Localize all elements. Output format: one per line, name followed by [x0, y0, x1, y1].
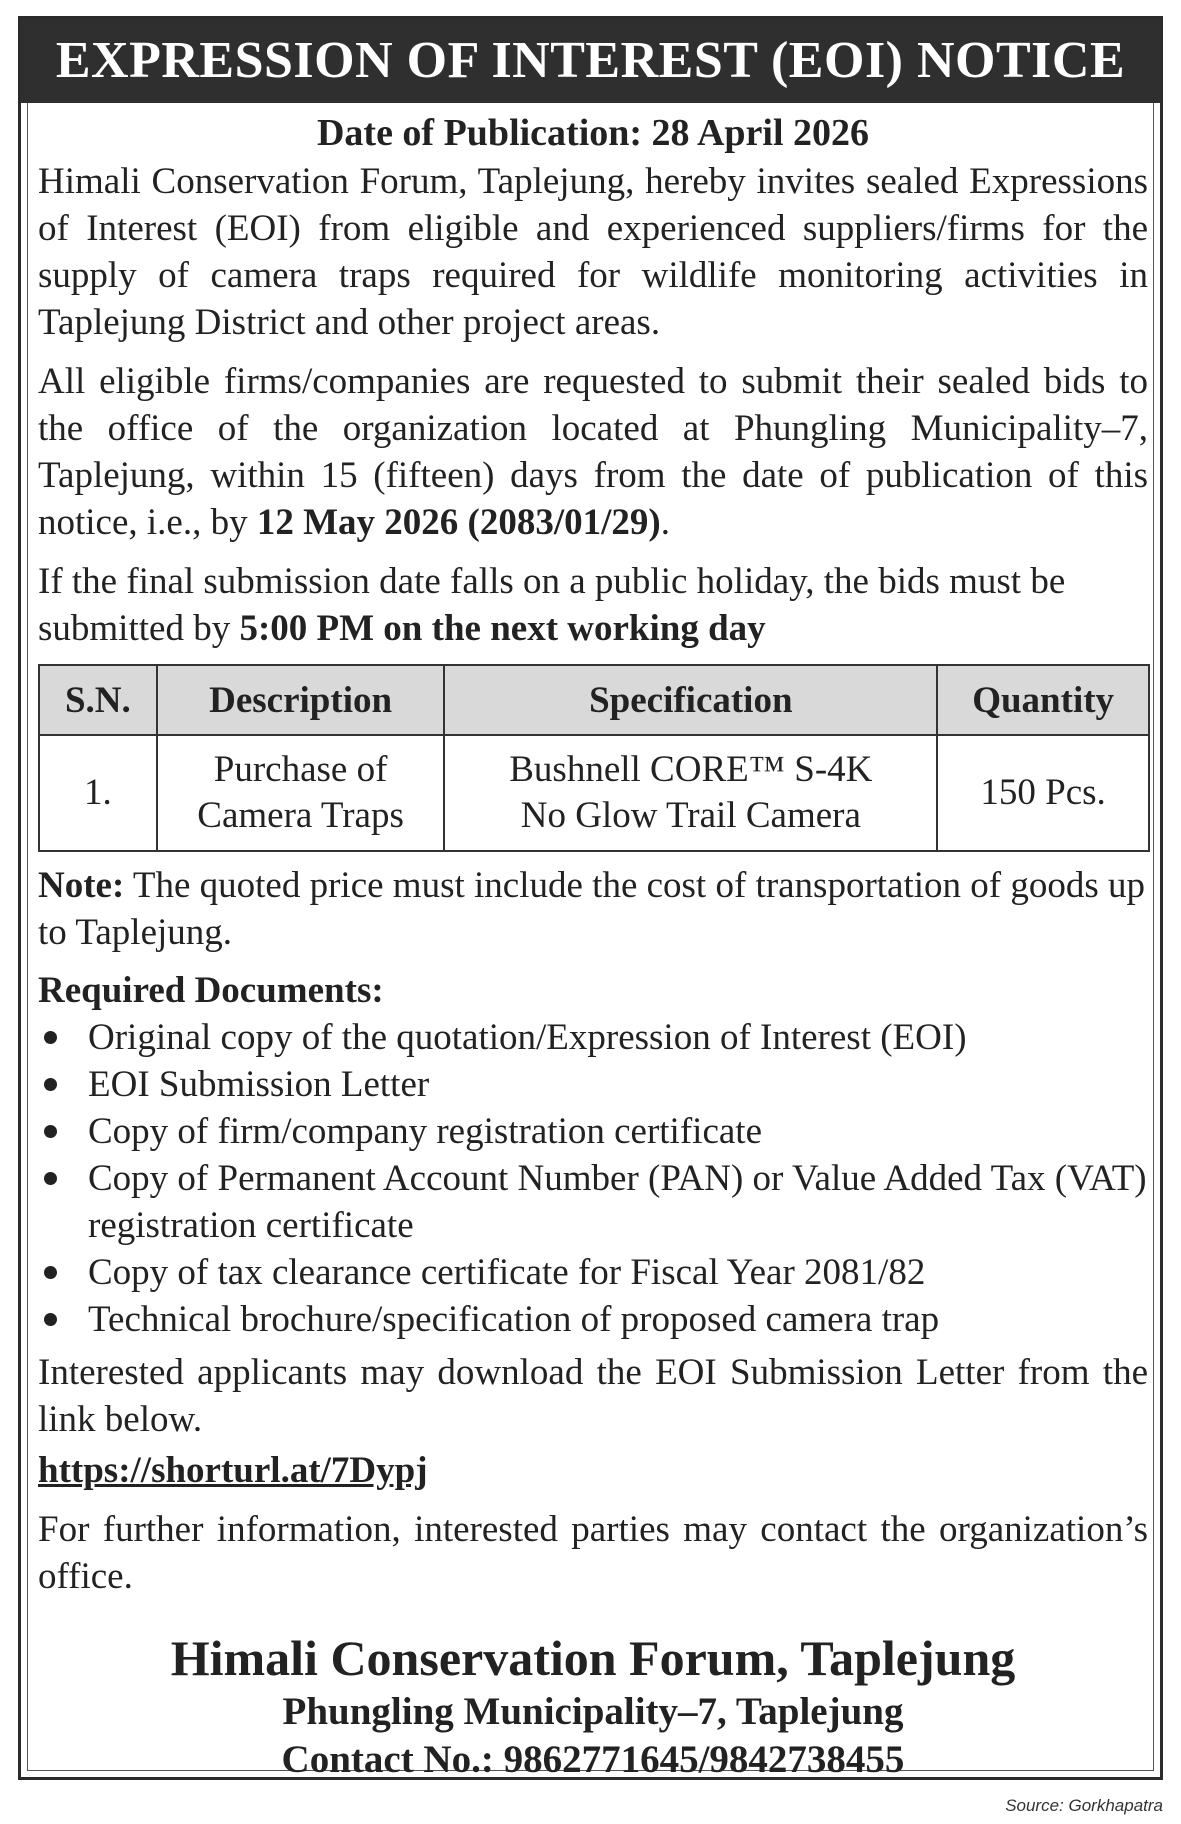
- list-item: [38, 1061, 1148, 1108]
- footer-block: [38, 1628, 1148, 1784]
- list-item: [38, 1296, 1148, 1343]
- notice-title: EXPRESSION OF INTEREST (EOI) NOTICE: [21, 19, 1160, 103]
- header-description: Description: [157, 665, 445, 735]
- cell-quantity: 150 Pcs.: [937, 735, 1149, 851]
- list-item: [38, 1108, 1148, 1155]
- cell-sn: 1.: [39, 735, 157, 851]
- submission-deadline: 12 May 2026 (2083/01/29): [256, 502, 661, 543]
- submission-text: All eligible firms/companies are requested to submit their sealed bids to the office of the organization located at Phungling Municipality–7, Taplejung, within 15 (fifteen) days from the date of publication of this notice, i.e., by: [38, 361, 1148, 543]
- list-item-text: Copy of Permanent Account Number (PAN) or Value Added Tax (VAT) registration certificate: [88, 1158, 1147, 1246]
- holiday-text: If the final submission date falls on a public holiday, the bids must be submitted by: [38, 561, 1066, 649]
- holiday-paragraph: [38, 558, 1148, 652]
- bullet-icon: [44, 1078, 57, 1091]
- table-header-row: [39, 665, 1149, 735]
- description-line-1: Purchase of: [213, 749, 388, 790]
- organization-address: Phungling Municipality–7, Taplejung: [282, 1690, 904, 1733]
- header-quantity: Quantity: [937, 665, 1149, 735]
- bullet-icon: [44, 1031, 57, 1044]
- holiday-deadline: 5:00 PM on the next working day: [239, 608, 766, 649]
- bullet-icon: [44, 1313, 57, 1326]
- note-paragraph: [38, 862, 1148, 956]
- spec-line-1: Bushnell CORE™ S-4K: [509, 749, 873, 790]
- submission-paragraph: [38, 358, 1148, 546]
- source-credit: Source: Gorkhapatra: [1005, 1796, 1163, 1815]
- bullet-icon: [44, 1266, 57, 1279]
- header-specification: Specification: [444, 665, 937, 735]
- cell-specification: [444, 735, 937, 851]
- note-text: The quoted price must include the cost of transportation of goods up to Taplejung.: [38, 865, 1146, 953]
- list-item-text: Copy of firm/company registration certificate: [88, 1111, 762, 1152]
- submission-end: .: [660, 502, 670, 543]
- required-documents-list: [38, 1014, 1148, 1343]
- intro-paragraph: Himali Conservation Forum, Taplejung, hereby invites sealed Expressions of Interest (EOI) from eligible and experienced suppliers/firms for the supply of camera traps required for wildlife monitoring activities in Taplejung District and other project areas.: [38, 161, 1148, 343]
- list-item: [38, 1155, 1148, 1249]
- description-line-2: Camera Traps: [197, 795, 404, 836]
- publication-date: Date of Publication: 28 April 2026: [316, 112, 870, 154]
- list-item-text: EOI Submission Letter: [88, 1064, 430, 1105]
- list-item: [38, 1014, 1148, 1061]
- cell-description: [157, 735, 445, 851]
- eoi-download-link[interactable]: https://shorturl.at/7Dypj: [38, 1450, 428, 1491]
- bullet-icon: [44, 1125, 57, 1138]
- list-item-text: Copy of tax clearance certificate for Fiscal Year 2081/82: [88, 1252, 926, 1293]
- list-item: [38, 1249, 1148, 1296]
- notice-content: [38, 104, 1148, 1784]
- spec-line-2: No Glow Trail Camera: [520, 795, 861, 836]
- note-label: Note:: [38, 865, 125, 906]
- contact-paragraph: For further information, interested parties may contact the organization’s office.: [38, 1509, 1148, 1597]
- table-row: [39, 735, 1149, 851]
- bullet-icon: [44, 1172, 57, 1185]
- organization-name: Himali Conservation Forum, Taplejung: [170, 1630, 1016, 1686]
- contact-number: Contact No.: 9862771645/9842738455: [281, 1738, 905, 1781]
- download-paragraph: Interested applicants may download the EOI Submission Letter from the link below.: [38, 1352, 1148, 1440]
- list-item-text: Original copy of the quotation/Expression of Interest (EOI): [88, 1017, 967, 1058]
- list-item-text: Technical brochure/specification of proposed camera trap: [88, 1299, 940, 1340]
- header-sn: S.N.: [39, 665, 157, 735]
- required-documents-title: Required Documents:: [38, 970, 384, 1011]
- items-table: [38, 664, 1150, 852]
